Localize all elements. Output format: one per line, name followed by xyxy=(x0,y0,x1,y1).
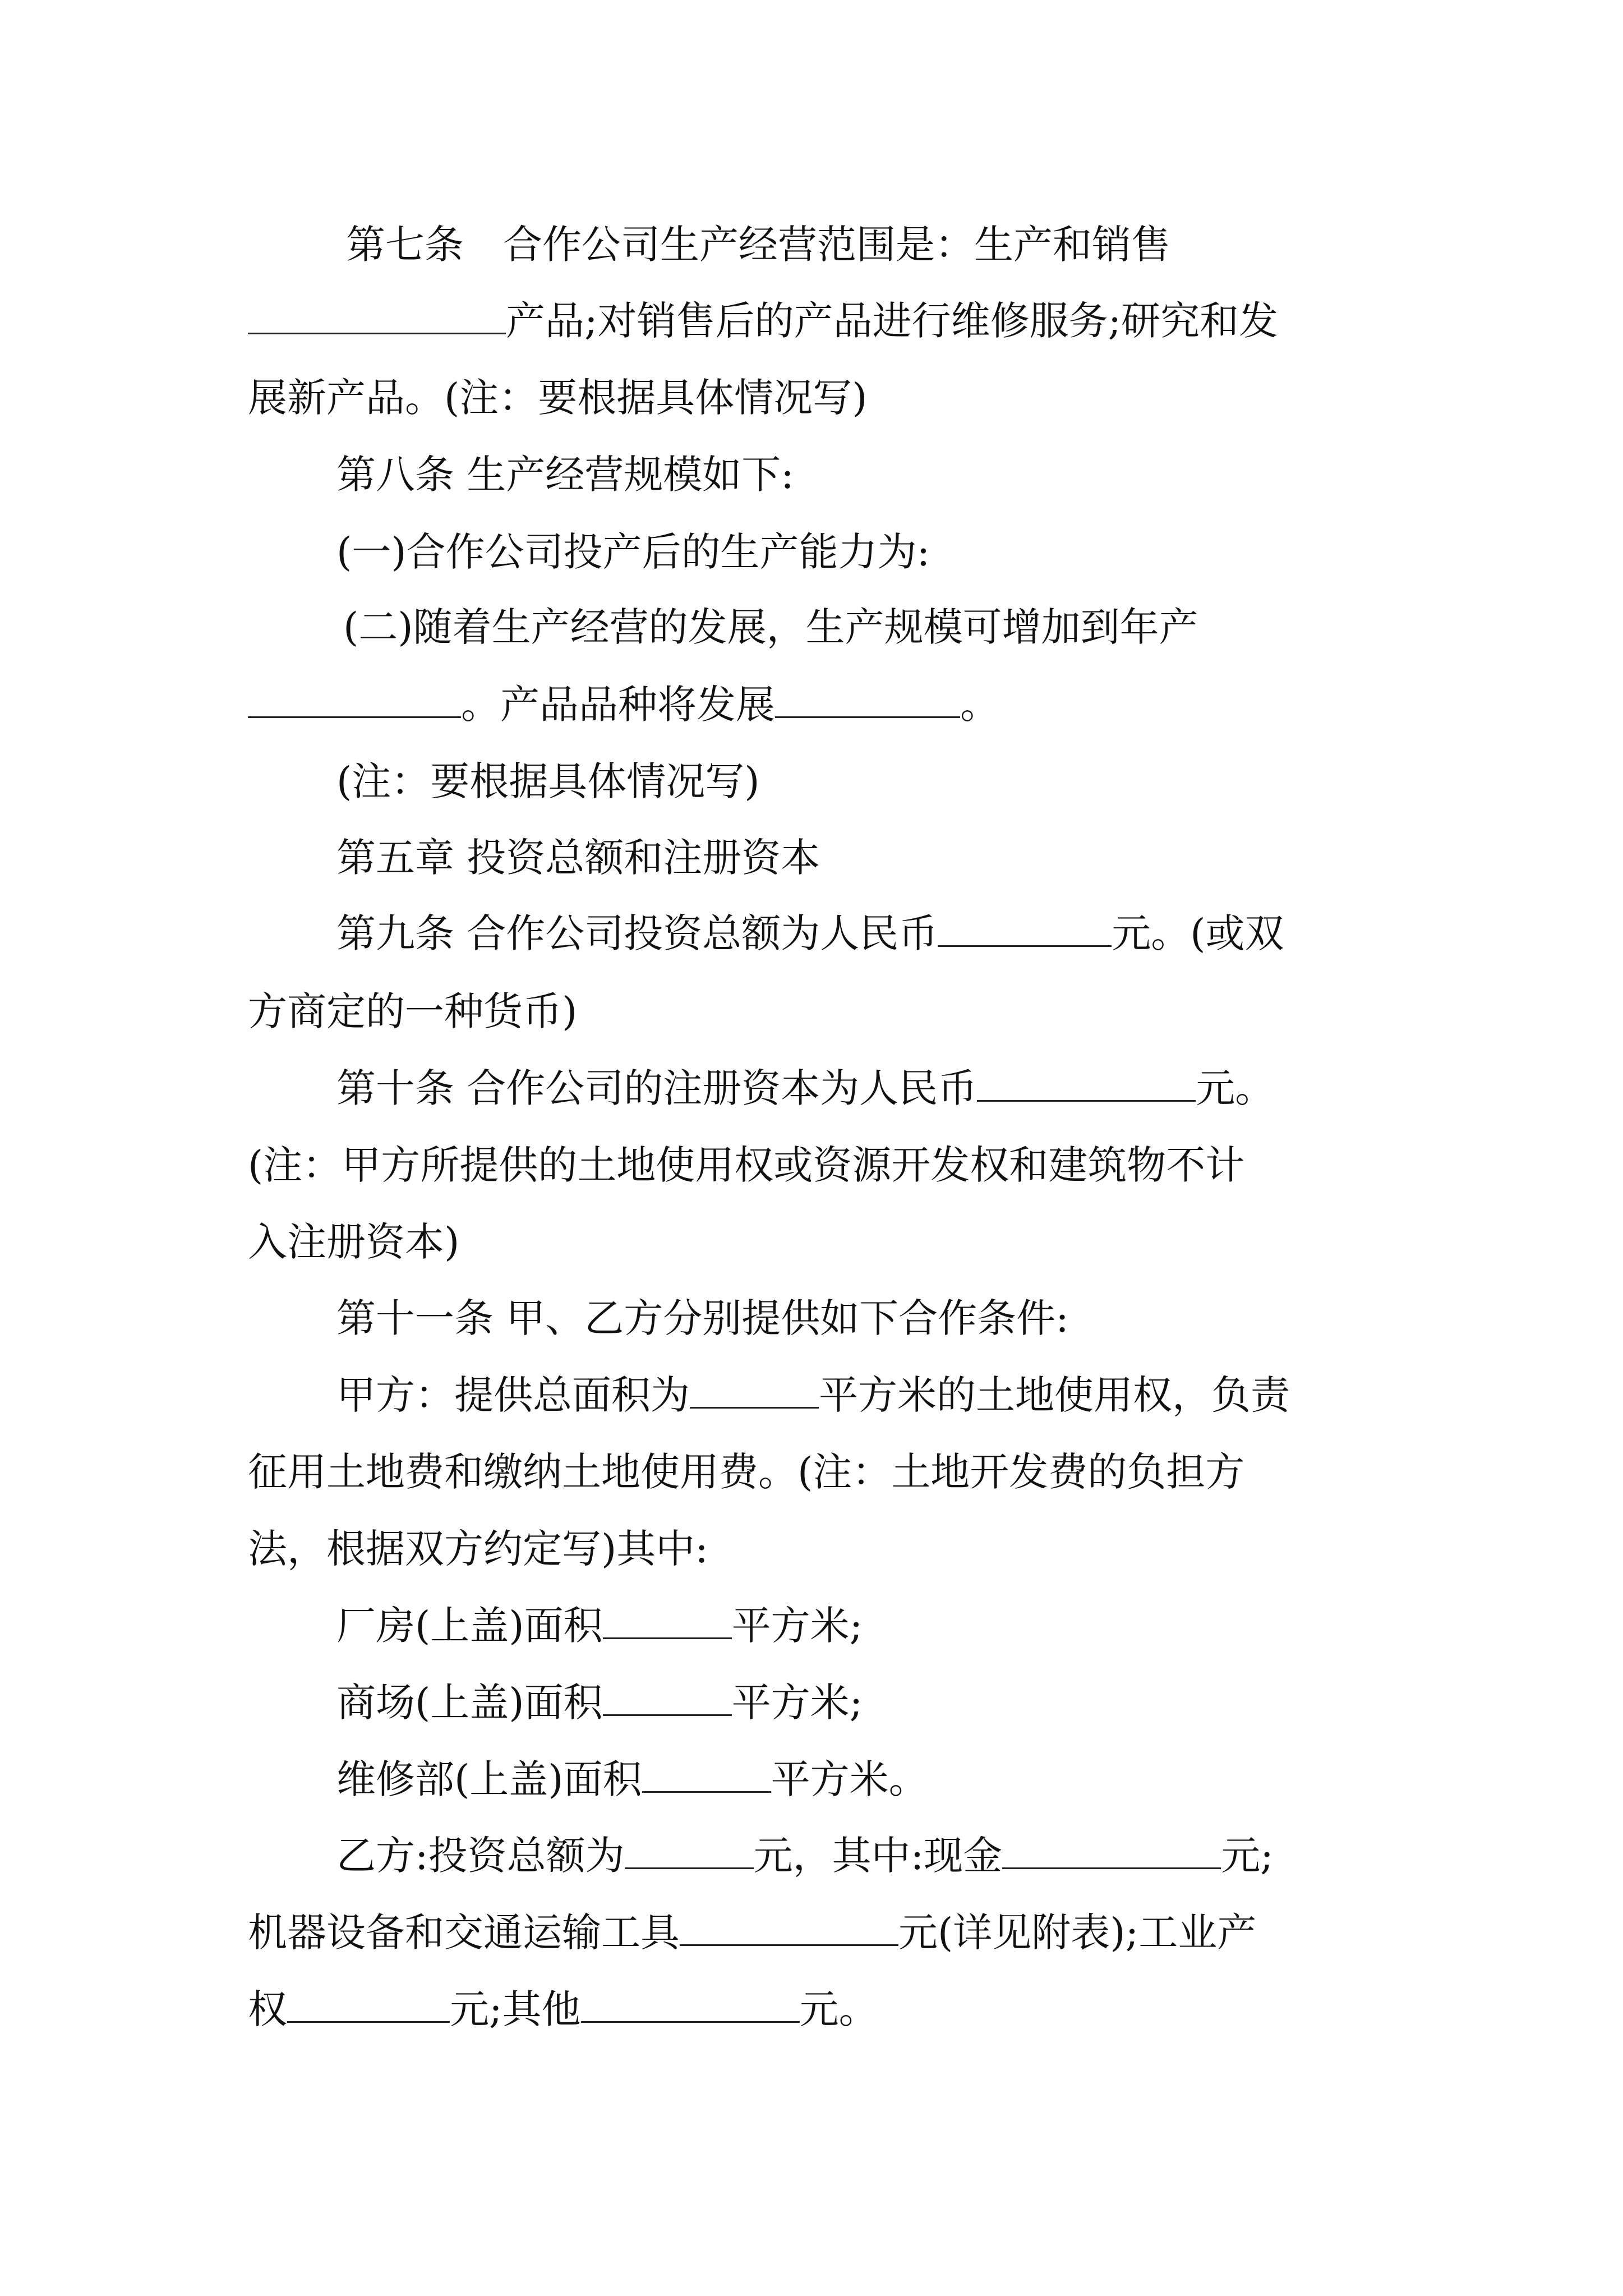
blank-field[interactable] xyxy=(1002,1833,1221,1869)
blank-field[interactable] xyxy=(690,1372,819,1409)
blank-field[interactable] xyxy=(938,910,1112,947)
blank-field[interactable] xyxy=(625,1833,754,1869)
article-10-before: 第十条 合作公司的注册资本为人民币 xyxy=(336,1065,978,1111)
article-9-line-2 xyxy=(248,983,577,1039)
repair-area-line xyxy=(336,1751,928,1807)
blank-field[interactable] xyxy=(581,1986,800,2023)
chapter-5-heading-text: 第五章 投资总额和注册资本 xyxy=(336,835,820,881)
party-a-line-3-text: 法，根据双方约定写)其中: xyxy=(248,1526,708,1572)
article-11-party-a-line-3 xyxy=(248,1521,708,1577)
article-8-item-2-end: 。 xyxy=(960,682,999,728)
article-8-title-text: 第八条 生产经营规模如下: xyxy=(336,452,794,498)
party-b-line-2-before: 机器设备和交通运输工具 xyxy=(248,1910,680,1955)
party-b-mid: 元，其中:现金 xyxy=(753,1833,1003,1879)
article-11-party-a-line-1 xyxy=(336,1367,1290,1423)
article-11-party-a-line-2 xyxy=(248,1444,1386,1500)
article-10-line-2 xyxy=(248,1137,1386,1193)
blank-field[interactable] xyxy=(248,298,506,334)
party-b-end: 元; xyxy=(1221,1833,1274,1879)
article-10-line-3 xyxy=(248,1214,459,1270)
article-9-line-2-text: 方商定的一种货币) xyxy=(248,988,578,1034)
article-7-line-1 xyxy=(346,217,1391,273)
article-7-text-2: 产品;对销售后的产品进行维修服务;研究和发 xyxy=(506,298,1279,344)
article-8-item-2-mid: 。产品品种将发展 xyxy=(461,682,775,728)
article-8-item-2-line-1 xyxy=(343,599,1391,655)
article-8-note xyxy=(336,753,760,809)
article-11-title-text: 第十一条 甲、乙方分别提供如下合作条件: xyxy=(336,1295,1069,1341)
party-b-line-3-c: 元。 xyxy=(799,1986,878,2032)
party-a-before: 甲方：提供总面积为 xyxy=(336,1372,690,1418)
article-8-item-2-text: (二)随着生产经营的发展，生产规模可增加到年产 xyxy=(343,604,1198,650)
article-7-text-3: 展新产品。(注：要根据具体情况写) xyxy=(248,375,868,421)
article-8-item-2-line-2 xyxy=(248,677,999,733)
blank-field[interactable] xyxy=(680,1910,898,1946)
party-b-line-3-a: 权 xyxy=(248,1986,287,2032)
party-b-line-3-b: 元;其他 xyxy=(450,1986,581,2032)
blank-field[interactable] xyxy=(248,682,461,718)
blank-field[interactable] xyxy=(775,682,960,718)
article-11-title xyxy=(336,1290,1069,1346)
mall-before: 商场(上盖)面积 xyxy=(336,1680,603,1726)
repair-before: 维修部(上盖)面积 xyxy=(336,1756,642,1802)
party-b-line-1 xyxy=(336,1828,1274,1884)
blank-field[interactable] xyxy=(603,1603,732,1639)
party-b-line-2 xyxy=(248,1904,1256,1961)
article-8-item-1-text: (一)合作公司投产后的生产能力为: xyxy=(336,529,930,575)
article-10-line-3-text: 入注册资本) xyxy=(248,1219,460,1265)
party-a-after: 平方米的土地使用权，负责 xyxy=(819,1372,1290,1418)
article-10-after: 元。 xyxy=(1196,1065,1275,1111)
blank-field[interactable] xyxy=(977,1065,1196,1102)
article-8-title xyxy=(336,447,794,503)
article-7-text-1: 第七条 合作公司生产经营范围是：生产和销售 xyxy=(346,222,1170,268)
mall-area-line xyxy=(336,1674,863,1731)
article-9-after: 元。(或双 xyxy=(1112,910,1284,956)
article-10-line-1 xyxy=(336,1060,1274,1116)
blank-field[interactable] xyxy=(642,1756,771,1793)
party-b-before: 乙方:投资总额为 xyxy=(336,1833,625,1879)
blank-field[interactable] xyxy=(603,1680,732,1716)
party-a-line-2-text: 征用土地费和缴纳土地使用费。(注：土地开发费的负担方 xyxy=(248,1449,1245,1495)
mall-after: 平方米; xyxy=(731,1680,863,1726)
factory-after: 平方米; xyxy=(731,1603,863,1649)
factory-area-line xyxy=(336,1598,863,1654)
article-10-line-2-text: (注：甲方所提供的土地使用权或资源开发权和建筑物不计 xyxy=(248,1142,1245,1188)
chapter-5-heading xyxy=(336,830,820,886)
factory-before: 厂房(上盖)面积 xyxy=(336,1603,603,1649)
blank-field[interactable] xyxy=(287,1986,450,2023)
article-7-line-2 xyxy=(248,293,1278,349)
party-b-line-2-after: 元(详见附表);工业产 xyxy=(898,1910,1257,1955)
party-b-line-3 xyxy=(248,1981,878,2037)
article-9-before: 第九条 合作公司投资总额为人民币 xyxy=(336,910,938,956)
article-9-line-1 xyxy=(336,905,1284,961)
article-8-note-text: (注：要根据具体情况写) xyxy=(336,758,760,804)
article-8-item-1 xyxy=(336,524,930,580)
article-7-line-3 xyxy=(248,370,868,426)
repair-after: 平方米。 xyxy=(771,1756,928,1802)
